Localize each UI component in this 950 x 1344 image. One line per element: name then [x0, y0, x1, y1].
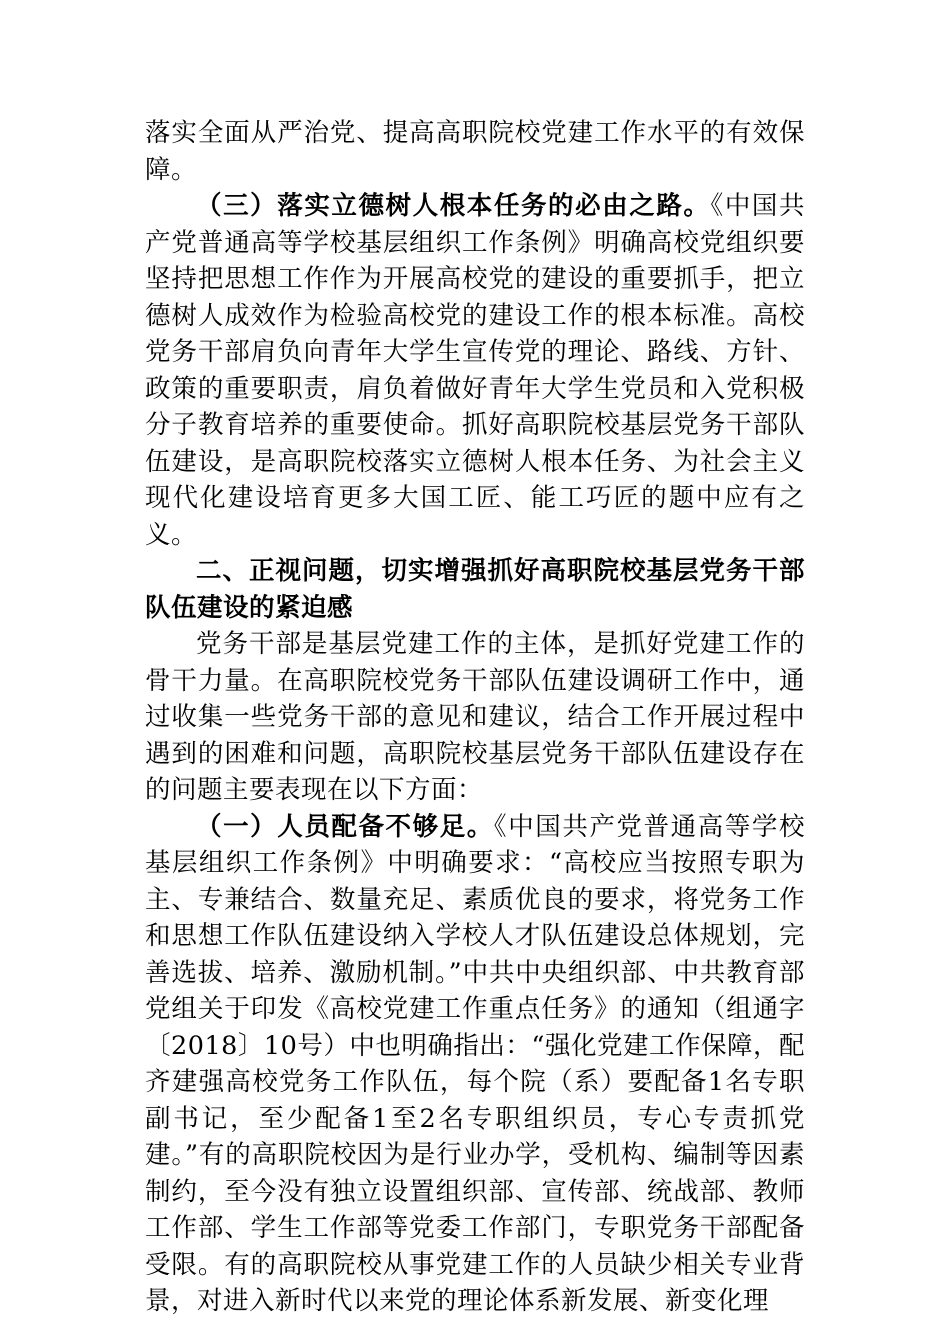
paragraph-text: 《中国共产党普通高等学校基层组织工作条例》明确高校党组织要坚持把思想工作作为开展高校党的建设的重要抓手，把立德树人成效作为检验高校党的建设工作的根本标准。高校党务干部肩负向青年大学生宣传党的理论、路线、方针、政策的重要职责，肩负着做好青年大学生党员和入党积极分子教育培养的重要使命。抓好高职院校基层党务干部队伍建设，是高职院校落实立德树人根本任务、为社会主义现代化建设培育更多大国工匠、能工巧匠的题中应有之义。 [145, 191, 805, 550]
section-heading: 二、正视问题，切实增强抓好高职院校基层党务干部队伍建设的紧迫感 [145, 556, 805, 623]
paragraph-lead: （三）落实立德树人根本任务的必由之路。 [196, 191, 711, 221]
paragraph-text: 落实全面从严治党、提高高职院校党建工作水平的有效保障。 [145, 118, 805, 185]
paragraph-intro [145, 626, 805, 809]
paragraph-lead: （一）人员配备不够足。 [196, 811, 494, 842]
paragraph-section-3 [145, 188, 805, 553]
paragraph-text: 《中国共产党普通高等学校基层组织工作条例》中明确要求：“高校应当按照专职为主、专兼结合、数量充足、素质优良的要求，将党务工作和思想工作队伍建设纳入学校人才队伍建设总体规划，完善选拔、培养、激励机制。”中共中央组织部、中共教育部党组关于印发《高校党建工作重点任务》的通知（组通字〔2018〕10号）中也明确指出：“强化党建工作保障，配齐建强高校党务工作队伍，每个院（系）要配备1名专职副书记，至少配备1至2名专职组织员，专心专责抓党建。”有的高职院校因为是行业办学，受机构、编制等因素制约，至今没有独立设置组织部、宣传部、统战部、教师工作部、学生工作部等党委工作部门，专职党务干部配备受限。有的高职院校从事党建工作的人员缺少相关专业背景，对进入新时代以来党的理论体系新发展、新变化理 [145, 811, 805, 1316]
document-body [145, 115, 805, 1320]
paragraph-text: 党务干部是基层党建工作的主体，是抓好党建工作的骨干力量。在高职院校党务干部队伍建设调研工作中，通过收集一些党务干部的意见和建议，结合工作开展过程中遇到的困难和问题，高职院校基层党务干部队伍建设存在的问题主要表现在以下方面： [145, 629, 805, 805]
paragraph-subsection-1 [145, 809, 805, 1320]
paragraph-continued [145, 115, 805, 188]
